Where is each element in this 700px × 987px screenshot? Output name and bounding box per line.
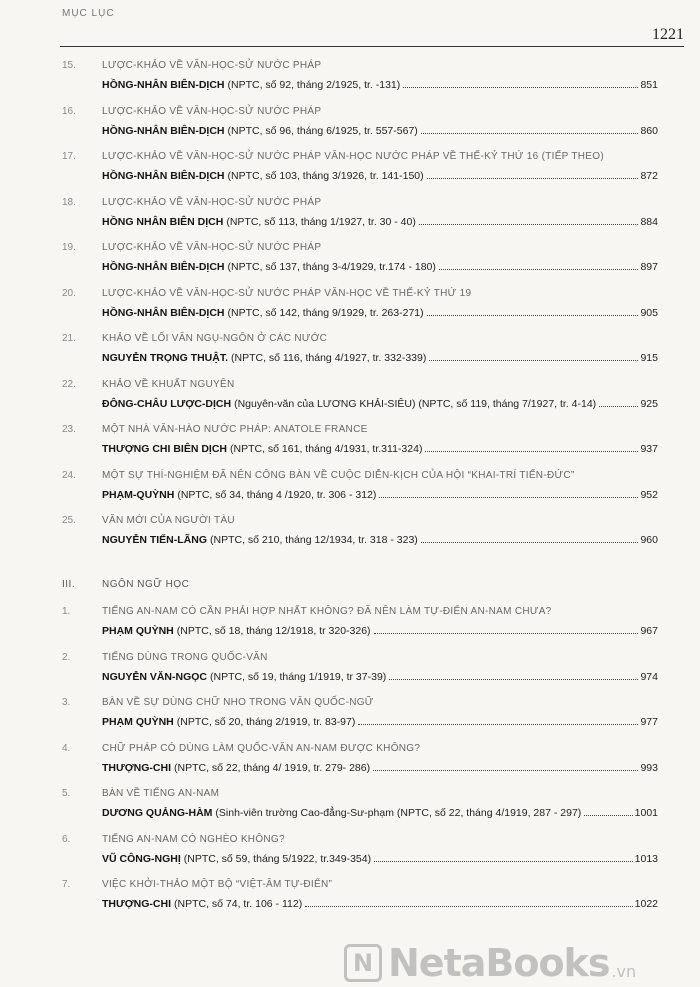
entry-page-number: 960 (640, 534, 658, 546)
entry-source: (NPTC, số 116, tháng 4/1927, tr. 332-339) (231, 352, 427, 364)
toc-entry (62, 151, 658, 182)
toc-entry (62, 60, 658, 91)
entry-page-number: 905 (640, 306, 658, 319)
toc-entry (62, 379, 658, 410)
entry-number: 5. (62, 788, 71, 799)
entry-page-number: 974 (640, 670, 658, 683)
watermark-brand: NetaBooks (388, 940, 610, 985)
toc-entry (62, 606, 658, 637)
toc-entry (62, 333, 658, 364)
entry-source: (Nguyên-văn của LƯƠNG KHẢI-SIÊU) (NPTC, số 119, tháng 7/1927, tr. 4-14) (234, 397, 597, 410)
section-heading (62, 579, 189, 590)
entry-number: 23. (62, 424, 76, 435)
entry-number: 2. (62, 651, 71, 663)
entry-title: TIẾNG AN-NAM CÓ NGHÈO KHÔNG? (102, 833, 285, 845)
entry-author: HỒNG-NHÂN BIÊN-DỊCH (102, 306, 225, 319)
entry-page-number: 1001 (634, 807, 658, 819)
entry-author: THƯỢNG-CHI (102, 898, 171, 910)
entry-page-number: 925 (640, 397, 658, 410)
entry-author: PHẠM QUỲNH (102, 625, 174, 637)
entry-citation (102, 216, 658, 228)
section-number: III. (62, 579, 76, 590)
entry-author: HỒNG NHÂN BIÊN DỊCH (102, 215, 224, 228)
entry-page-number: 1022 (634, 898, 658, 910)
entry-number: 6. (62, 833, 71, 845)
entry-number: 3. (62, 697, 71, 708)
entry-source: (NPTC, số 210, tháng 12/1934, tr. 318 - 323) (210, 534, 418, 546)
entry-page-number: 897 (640, 261, 658, 273)
entry-page-number: 937 (640, 443, 658, 455)
entry-title: LƯỢC-KHẢO VỀ VĂN-HỌC-SỬ NƯỚC PHÁP (102, 242, 322, 253)
entry-number: 16. (62, 105, 76, 117)
toc-entry (62, 197, 658, 228)
entry-number: 18. (62, 196, 76, 208)
entry-page-number: 860 (640, 124, 658, 137)
entry-number: 7. (62, 879, 71, 890)
entry-author: NGUYỄN VĂN-NGỌC (102, 670, 208, 683)
entry-source: (NPTC, số 92, tháng 2/1925, tr. -131) (227, 79, 401, 91)
entry-title: KHẢO VỀ KHUẤT NGUYÊN (102, 378, 235, 390)
entry-title: LƯỢC-KHẢO VỀ VĂN-HỌC-SỬ NƯỚC PHÁP (102, 196, 322, 208)
entry-citation (102, 125, 658, 137)
entry-number: 21. (62, 333, 76, 344)
watermark-suffix: .vn (611, 962, 637, 981)
page-number: 1221 (652, 26, 684, 43)
dot-leader (599, 406, 638, 407)
entry-title: MỘT NHÀ VĂN-HÀO NƯỚC PHÁP: ANATOLE FRANCE (102, 424, 368, 435)
entry-citation (102, 489, 658, 501)
entry-title: CHỮ PHÁP CÓ DÙNG LÀM QUỐC-VĂN AN-NAM ĐƯỢC KHÔNG? (102, 742, 421, 754)
entry-title: BÀN VỀ TIẾNG AN-NAM (102, 788, 220, 799)
toc-entry (62, 242, 658, 273)
toc-entry (62, 515, 658, 546)
dot-leader (305, 906, 632, 907)
entry-citation (102, 625, 658, 637)
entry-title: KHẢO VỀ LỐI VĂN NGỤ-NGÔN Ở CÁC NƯỚC (102, 333, 328, 344)
toc-entry (62, 697, 658, 728)
entry-author: PHẠM QUỲNH (102, 716, 174, 728)
entry-citation (102, 671, 658, 683)
entry-author: ĐÔNG-CHÂU LƯỢC-DỊCH (102, 397, 232, 410)
entry-page-number: 872 (640, 170, 658, 182)
entry-citation (102, 79, 658, 91)
entry-author: HỒNG-NHÂN BIÊN-DỊCH (102, 170, 225, 182)
entry-author: NGUYỄN TIẾN-LÃNG (102, 534, 207, 546)
entry-citation (102, 807, 658, 819)
entry-number: 24. (62, 469, 76, 481)
entry-citation (102, 762, 658, 774)
entry-source: (NPTC, số 22, tháng 4/ 1919, tr. 279- 286) (174, 761, 371, 774)
entry-source: (NPTC, số 59, tháng 5/1922, tr.349-354) (183, 852, 372, 865)
dot-leader (421, 542, 639, 543)
dot-leader (427, 178, 639, 179)
entry-source: (NPTC, số 20, tháng 2/1919, tr. 83-97) (176, 716, 356, 728)
dot-leader (427, 315, 639, 316)
entry-author: HỒNG-NHÂN BIÊN-DỊCH (102, 124, 225, 137)
entry-number: 25. (62, 515, 76, 526)
toc-entry (62, 106, 658, 137)
entry-author: DƯƠNG QUẢNG-HÀM (102, 807, 213, 819)
entry-citation (102, 898, 658, 910)
entry-number: 20. (62, 287, 76, 299)
toc-entry (62, 834, 658, 865)
toc-entry (62, 288, 658, 319)
entry-author: PHẠM-QUỲNH (102, 488, 175, 501)
netabooks-logo-icon (344, 944, 382, 982)
dot-leader (421, 133, 639, 134)
entry-title: LƯỢC-KHẢO VỀ VĂN-HỌC-SỬ NƯỚC PHÁP (102, 60, 322, 71)
entry-citation (102, 534, 658, 546)
entry-number: 17. (62, 151, 76, 162)
entry-citation (102, 853, 658, 865)
entry-citation (102, 716, 658, 728)
entry-page-number: 952 (640, 488, 658, 501)
dot-leader (439, 269, 639, 270)
entry-citation (102, 352, 658, 364)
dot-leader (429, 360, 638, 361)
entry-page-number: 851 (640, 79, 658, 91)
dot-leader (403, 87, 638, 88)
section-title: NGÔN NGỮ HỌC (102, 579, 190, 590)
entry-source: (NPTC, số 74, tr. 106 - 112) (174, 898, 303, 910)
dot-leader (373, 770, 638, 771)
dot-leader (374, 633, 639, 634)
entry-title: VĂN MỚI CỦA NGƯỜI TÀU (102, 515, 235, 526)
entry-title: BÀN VỀ SỰ DÙNG CHỮ NHO TRONG VĂN QUỐC-NGỮ (102, 697, 374, 708)
entry-source: (NPTC, số 19, tháng 1/1919, tr 37-39) (210, 670, 387, 683)
entry-title: MỘT SỰ THÍ-NGHIỆM ĐÃ NÊN CÔNG BÀN VỀ CUỘC DIỄN-KỊCH CỦA HỘI “KHAI-TRÍ TIẾN-ĐỨC” (102, 469, 575, 481)
entry-source: (NPTC, số 96, tháng 6/1925, tr. 557-567) (227, 124, 418, 137)
entry-title: LƯỢC-KHẢO VỀ VĂN-HỌC-SỬ NƯỚC PHÁP VĂN-HỌC VỀ THẾ-KỶ THỨ 19 (102, 287, 472, 299)
entry-page-number: 977 (640, 716, 658, 728)
entry-citation (102, 170, 658, 182)
toc-entry (62, 879, 658, 910)
dot-leader (419, 224, 639, 225)
entry-page-number: 1013 (634, 852, 658, 865)
dot-leader (584, 815, 632, 816)
entry-number: 15. (62, 60, 76, 71)
entry-citation (102, 398, 658, 410)
entry-citation (102, 443, 658, 455)
entry-source: (NPTC, số 103, tháng 3/1926, tr. 141-150) (227, 170, 424, 182)
entry-author: VŨ CÔNG-NGHỊ (102, 852, 181, 865)
entry-source: (Sinh-viên trường Cao-đẳng-Sư-phạm (NPTC, số 22, tháng 4/1919, 287 - 297) (215, 807, 582, 819)
toc-entry (62, 788, 658, 819)
entry-source: (NPTC, số 113, tháng 1/1927, tr. 30 - 40) (226, 215, 416, 228)
toc-entry (62, 470, 658, 501)
running-header: MỤC LỤC (62, 8, 115, 19)
entry-source: (NPTC, số 142, tháng 9/1929, tr. 263-271) (227, 306, 424, 319)
entry-author: THƯỢNG CHI BIÊN DỊCH (102, 443, 228, 455)
entry-number: 19. (62, 242, 76, 253)
entry-citation (102, 261, 658, 273)
entry-source: (NPTC, số 161, tháng 4/1931, tr.311-324) (230, 443, 423, 455)
entry-source: (NPTC, số 18, tháng 12/1918, tr 320-326) (176, 625, 371, 637)
entry-number: 4. (62, 742, 71, 754)
entry-number: 22. (62, 378, 76, 390)
entry-citation (102, 307, 658, 319)
entry-title: LƯỢC-KHẢO VỀ VĂN-HỌC-SỬ NƯỚC PHÁP VĂN-HỌC NƯỚC PHÁP VỀ THẾ-KỶ THỨ 16 (TIẾP THEO) (102, 151, 604, 162)
header-rule (60, 46, 684, 47)
dot-leader (389, 679, 638, 680)
entry-title: TIẾNG DÙNG TRONG QUỐC-VĂN (102, 651, 268, 663)
dot-leader (379, 497, 638, 498)
entry-author: HỒNG-NHÂN BIÊN-DỊCH (102, 79, 225, 91)
entry-source: (NPTC, số 34, tháng 4 /1920, tr. 306 - 312) (177, 488, 377, 501)
entry-title: VIỆC KHỞI-THẢO MỘT BỘ “VIỆT-ÂM TỰ-ĐIỂN” (102, 879, 333, 890)
entry-page-number: 915 (640, 352, 658, 364)
entry-page-number: 967 (640, 625, 658, 637)
entry-page-number: 993 (640, 761, 658, 774)
toc-entry (62, 652, 658, 683)
toc-entry (62, 743, 658, 774)
dot-leader (425, 451, 638, 452)
entry-author: NGUYỄN TRỌNG THUẬT. (102, 352, 228, 364)
watermark (344, 938, 700, 987)
entry-author: HỒNG-NHÂN BIÊN-DỊCH (102, 261, 225, 273)
dot-leader (358, 724, 638, 725)
entry-page-number: 884 (640, 215, 658, 228)
entry-title: LƯỢC-KHẢO VỀ VĂN-HỌC-SỬ NƯỚC PHÁP (102, 105, 322, 117)
entry-author: THƯỢNG-CHI (102, 761, 171, 774)
entry-source: (NPTC, số 137, tháng 3-4/1929, tr.174 - 180) (227, 261, 436, 273)
dot-leader (374, 861, 633, 862)
toc-entry (62, 424, 658, 455)
entry-number: 1. (62, 606, 71, 617)
entry-title: TIẾNG AN-NAM CÓ CẦN PHẢI HỢP NHẤT KHÔNG? ĐÃ NÊN LÀM TỰ-ĐIỂN AN-NAM CHƯA? (102, 606, 552, 617)
